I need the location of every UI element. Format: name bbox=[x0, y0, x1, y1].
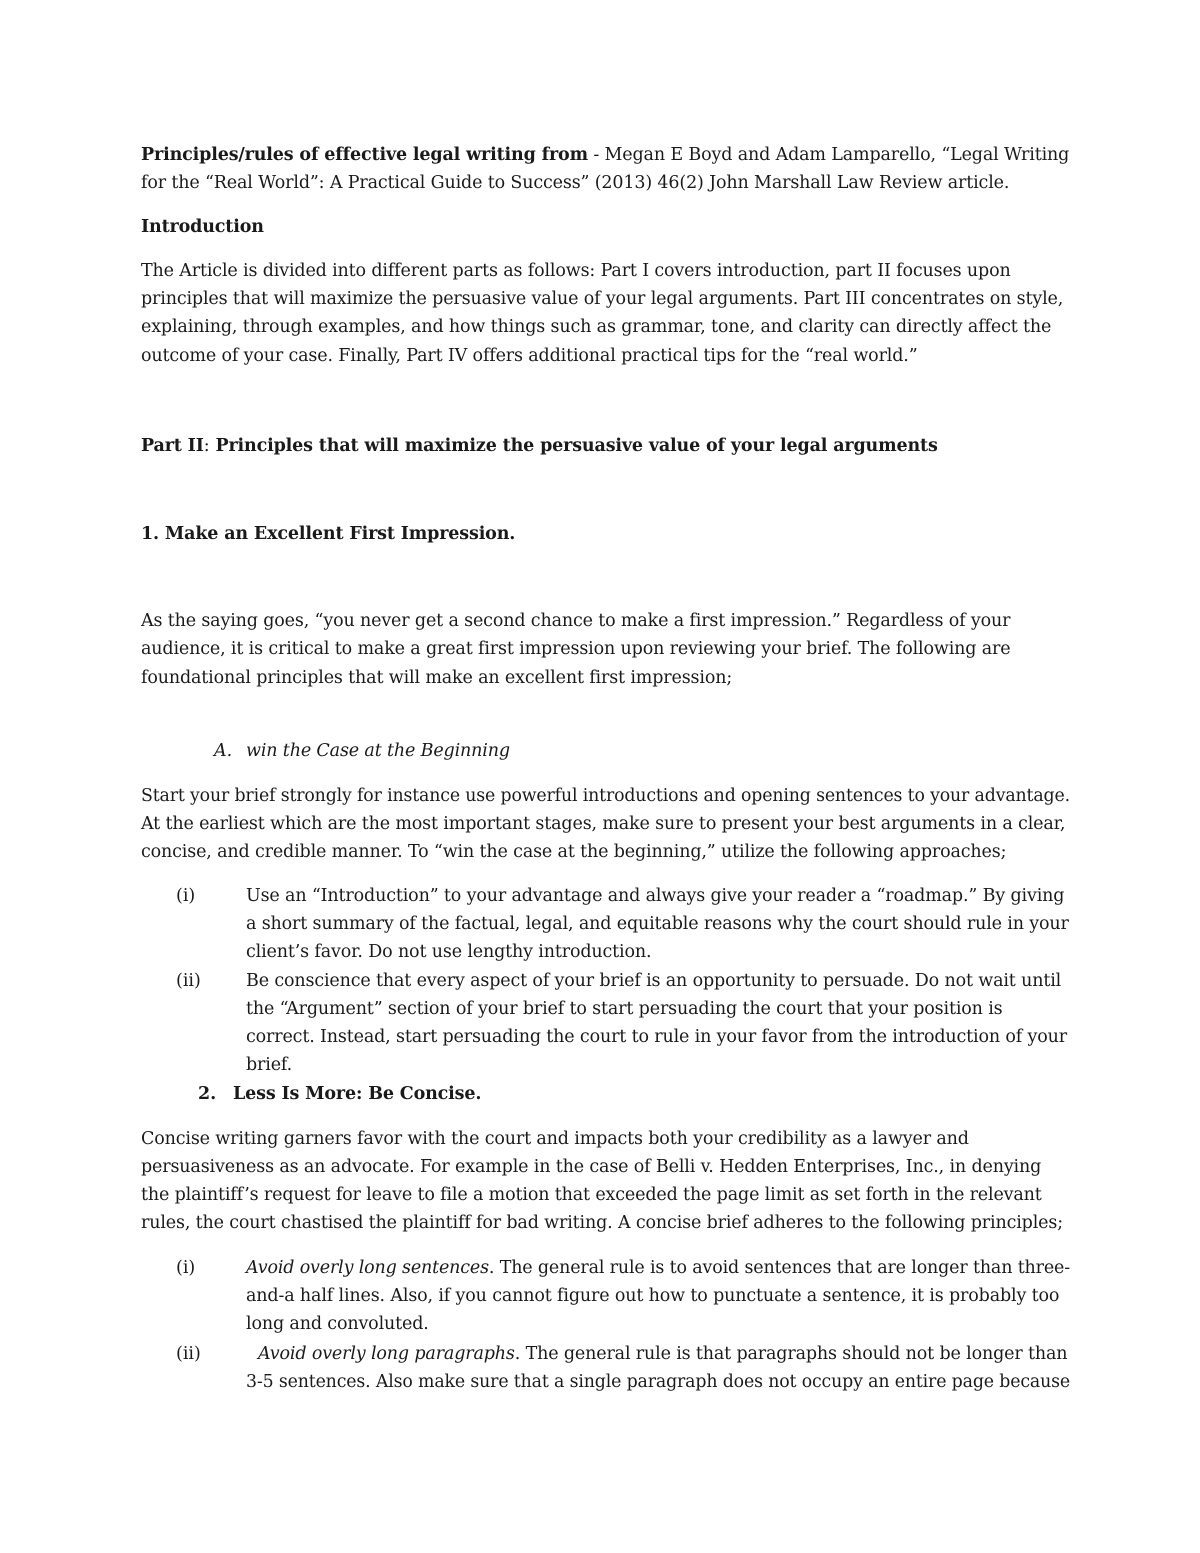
intro-text-line: The Article is divided into different parts as follows: Part I covers introduction, part II focuses upon bbox=[141, 261, 1011, 281]
sub-a-marker: A. bbox=[214, 741, 233, 761]
list-item-line bbox=[246, 1254, 1070, 1282]
list-item-marker: (ii) bbox=[176, 971, 201, 991]
list-item-line: and-a half lines. Also, if you cannot figure out how to punctuate a sentence, it is probably too bbox=[246, 1286, 1060, 1306]
list-item-line: client’s favor. Do not use lengthy introduction. bbox=[246, 942, 652, 962]
list-item-line: Be conscience that every aspect of your brief is an opportunity to persuade. Do not wait until bbox=[246, 971, 1062, 991]
section1-text-line: audience, it is critical to make a great first impression upon reviewing your brief. The following are bbox=[141, 639, 1011, 659]
list-item-marker: (i) bbox=[176, 886, 196, 906]
part2-heading bbox=[141, 432, 938, 460]
part2-title: Principles that will maximize the persuasive value of your legal arguments bbox=[209, 436, 938, 456]
section2-marker: 2. bbox=[198, 1084, 217, 1104]
item-lead: Avoid overly long sentences bbox=[246, 1258, 489, 1278]
section2-text-line: persuasiveness as an advocate. For example in the case of Belli v. Hedden Enterprises, Inc., in denying bbox=[141, 1157, 1042, 1177]
section1-text-line: foundational principles that will make an excellent first impression; bbox=[141, 668, 733, 688]
list-item-line: long and convoluted. bbox=[246, 1314, 429, 1334]
document-title-line-1 bbox=[141, 141, 1069, 169]
sub-a-text-line: Start your brief strongly for instance use powerful introductions and opening sentences to your advantage. bbox=[141, 786, 1070, 806]
item-lead: Avoid overly long paragraphs bbox=[258, 1344, 515, 1364]
title-bold: Principles/rules of effective legal writing from bbox=[141, 145, 588, 165]
sub-a-text-line: concise, and credible manner. To “win the case at the beginning,” utilize the following approaches; bbox=[141, 842, 1007, 862]
section2-text-line: the plaintiff’s request for leave to file a motion that exceeded the page limit as set forth in the relevant bbox=[141, 1185, 1042, 1205]
document-title-line-2: for the “Real World”: A Practical Guide to Success” (2013) 46(2) John Marshall Law Review article. bbox=[141, 173, 1010, 193]
list-item-marker: (i) bbox=[176, 1258, 196, 1278]
part2-label: Part II bbox=[141, 436, 204, 456]
list-item-line: the “Argument” section of your brief to start persuading the court that your position is bbox=[246, 999, 1003, 1019]
list-item-line: 3-5 sentences. Also make sure that a single paragraph does not occupy an entire page because bbox=[246, 1372, 1070, 1392]
section1-heading: 1. Make an Excellent First Impression. bbox=[141, 524, 516, 544]
list-item-line: correct. Instead, start persuading the court to rule in your favor from the introduction of your bbox=[246, 1027, 1068, 1047]
section2-heading: Less Is More: Be Concise. bbox=[233, 1084, 482, 1104]
intro-text-line: explaining, through examples, and how things such as grammar, tone, and clarity can directly affect the bbox=[141, 317, 1052, 337]
intro-text-line: outcome of your case. Finally, Part IV offers additional practical tips for the “real world.” bbox=[141, 346, 918, 366]
item-rest: . The general rule is to avoid sentences that are longer than three- bbox=[488, 1258, 1070, 1278]
title-rest: - Megan E Boyd and Adam Lamparello, “Legal Writing bbox=[587, 145, 1070, 165]
section2-text-line: Concise writing garners favor with the court and impacts both your credibility as a lawyer and bbox=[141, 1129, 969, 1149]
intro-text-line: principles that will maximize the persuasive value of your legal arguments. Part III concentrates on style, bbox=[141, 289, 1064, 309]
sub-a-title: win the Case at the Beginning bbox=[246, 741, 510, 761]
section1-text-line: As the saying goes, “you never get a second chance to make a first impression.” Regardless of your bbox=[141, 611, 1011, 631]
sub-a-text-line: At the earliest which are the most important stages, make sure to present your best arguments in a clear, bbox=[141, 814, 1066, 834]
intro-heading: Introduction bbox=[141, 217, 264, 237]
item-rest: . The general rule is that paragraphs should not be longer than bbox=[514, 1344, 1068, 1364]
list-item-line: a short summary of the factual, legal, and equitable reasons why the court should rule in your bbox=[246, 914, 1069, 934]
list-item-line: Use an “Introduction” to your advantage and always give your reader a “roadmap.” By giving bbox=[246, 886, 1065, 906]
list-item-line: brief. bbox=[246, 1055, 293, 1075]
list-item-line bbox=[258, 1340, 1067, 1368]
section2-text-line: rules, the court chastised the plaintiff for bad writing. A concise brief adheres to the following principles; bbox=[141, 1213, 1063, 1233]
part2-colon: : bbox=[203, 436, 210, 456]
list-item-marker: (ii) bbox=[176, 1344, 201, 1364]
